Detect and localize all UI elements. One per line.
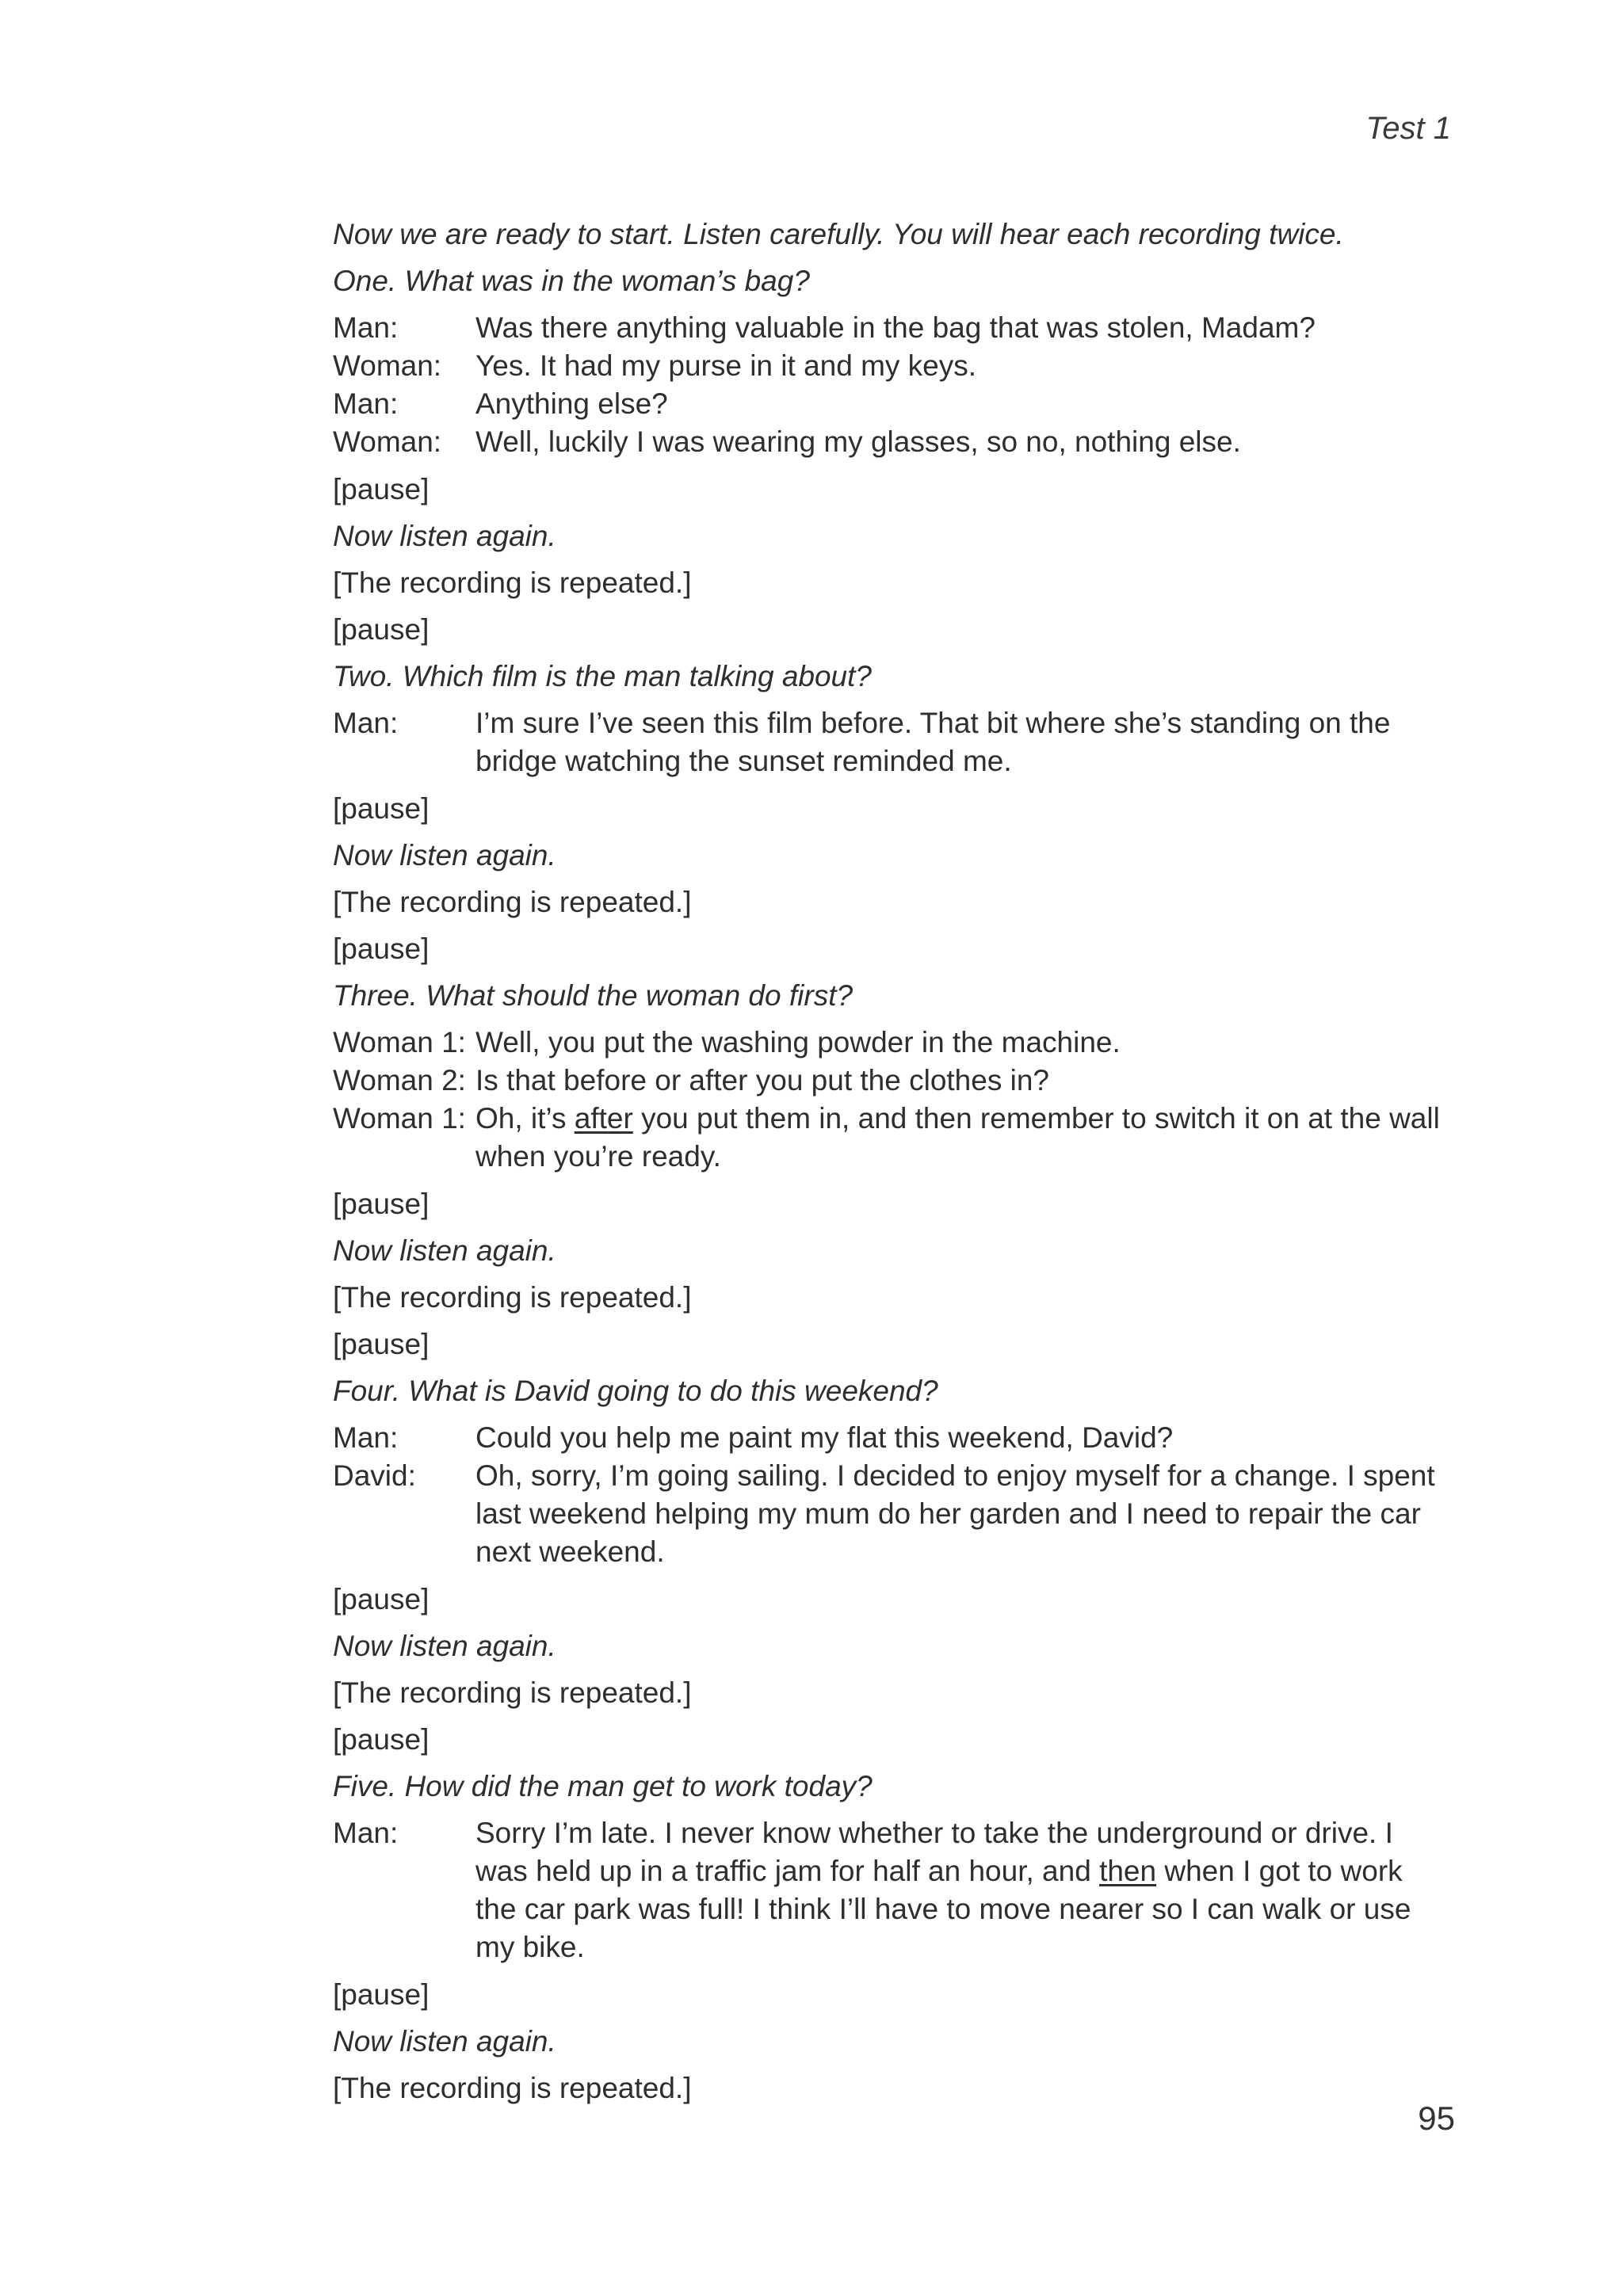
speaker: Man: <box>333 707 399 739</box>
dialogue-line <box>333 423 1450 461</box>
speech: Well, you put the washing powder in the machine. <box>475 1026 1121 1058</box>
pause-note: [pause] <box>333 473 430 505</box>
underlined-word: after <box>574 1102 633 1135</box>
speaker: Man: <box>333 1421 399 1454</box>
repeated-note: [The recording is repeated.] <box>333 1281 692 1314</box>
transcript <box>333 215 1450 2116</box>
dialogue-line <box>333 1814 1450 1966</box>
question-five: Five. How did the man get to work today? <box>333 1770 873 1802</box>
speech <box>475 1814 1450 1966</box>
pause-note: [pause] <box>333 792 430 825</box>
speaker: Woman: <box>333 425 442 458</box>
dialogue-line <box>333 704 1450 780</box>
speech <box>475 1100 1450 1176</box>
speaker: David: <box>333 1459 416 1492</box>
listen-again-instruction: Now listen again. <box>333 1630 556 1662</box>
speech-text: when I got to work the car park was full! I think I’ll have to move nearer so I can walk or use my bike. <box>475 1855 1411 1963</box>
page-number: 95 <box>1418 2100 1455 2137</box>
listen-again-instruction: Now listen again. <box>333 520 556 552</box>
repeated-note: [The recording is repeated.] <box>333 1676 692 1709</box>
speaker: Woman: <box>333 349 442 382</box>
question-two: Two. Which film is the man talking about? <box>333 660 872 692</box>
dialogue-line <box>333 1062 1450 1100</box>
dialogue-line <box>333 1419 1450 1457</box>
speech: Yes. It had my purse in it and my keys. <box>475 349 977 382</box>
speaker: Woman 1: <box>333 1026 466 1058</box>
listen-again-instruction: Now listen again. <box>333 2025 556 2058</box>
repeated-note: [The recording is repeated.] <box>333 566 692 599</box>
pause-note: [pause] <box>333 1188 430 1220</box>
speech: Anything else? <box>475 387 668 420</box>
dialogue-two <box>333 704 1450 780</box>
dialogue-line <box>333 347 1450 385</box>
question-four: Four. What is David going to do this weekend? <box>333 1375 938 1407</box>
question-three: Three. What should the woman do first? <box>333 979 854 1012</box>
running-head: Test 1 <box>1365 111 1451 146</box>
speech-text: Oh, it’s <box>475 1102 575 1135</box>
pause-note: [pause] <box>333 1978 430 2011</box>
underlined-word: then <box>1099 1855 1157 1887</box>
repeated-note: [The recording is repeated.] <box>333 886 692 918</box>
speech: Was there anything valuable in the bag that was stolen, Madam? <box>475 311 1316 344</box>
dialogue-line <box>333 1100 1450 1176</box>
speech: Oh, sorry, I’m going sailing. I decided to enjoy myself for a change. I spent last weekend helping my mum do her garden and I need to repair the car next weekend. <box>475 1459 1435 1568</box>
question-one: One. What was in the woman’s bag? <box>333 265 810 297</box>
speech: I’m sure I’ve seen this film before. That bit where she’s standing on the bridge watching the sunset reminded me. <box>475 707 1391 777</box>
speaker: Woman 2: <box>333 1064 466 1097</box>
intro-instruction: Now we are ready to start. Listen carefully. You will hear each recording twice. <box>333 218 1344 250</box>
dialogue-one <box>333 309 1450 461</box>
speech: Well, luckily I was wearing my glasses, so no, nothing else. <box>475 425 1241 458</box>
listen-again-instruction: Now listen again. <box>333 1234 556 1267</box>
dialogue-line <box>333 385 1450 423</box>
speaker: Man: <box>333 387 399 420</box>
speaker: Man: <box>333 1817 399 1849</box>
listen-again-instruction: Now listen again. <box>333 839 556 871</box>
speech: Is that before or after you put the clothes in? <box>475 1064 1049 1097</box>
pause-note: [pause] <box>333 1328 430 1360</box>
dialogue-three <box>333 1024 1450 1176</box>
pause-note: [pause] <box>333 933 430 965</box>
pause-note: [pause] <box>333 1583 430 1615</box>
dialogue-line <box>333 1024 1450 1062</box>
dialogue-line <box>333 1457 1450 1571</box>
pause-note: [pause] <box>333 613 430 646</box>
dialogue-five <box>333 1814 1450 1966</box>
dialogue-four <box>333 1419 1450 1571</box>
pause-note: [pause] <box>333 1723 430 1756</box>
speech-text: Sorry I’m late. I never know whether to take the underground or drive. I was held up in a traffic jam for half an hour, and <box>475 1817 1393 1887</box>
speech: Could you help me paint my flat this weekend, David? <box>475 1421 1174 1454</box>
speaker: Man: <box>333 311 399 344</box>
dialogue-line <box>333 309 1450 347</box>
speaker: Woman 1: <box>333 1102 466 1135</box>
speech-text: you put them in, and then remember to switch it on at the wall when you’re ready. <box>475 1102 1440 1173</box>
repeated-note: [The recording is repeated.] <box>333 2072 692 2104</box>
